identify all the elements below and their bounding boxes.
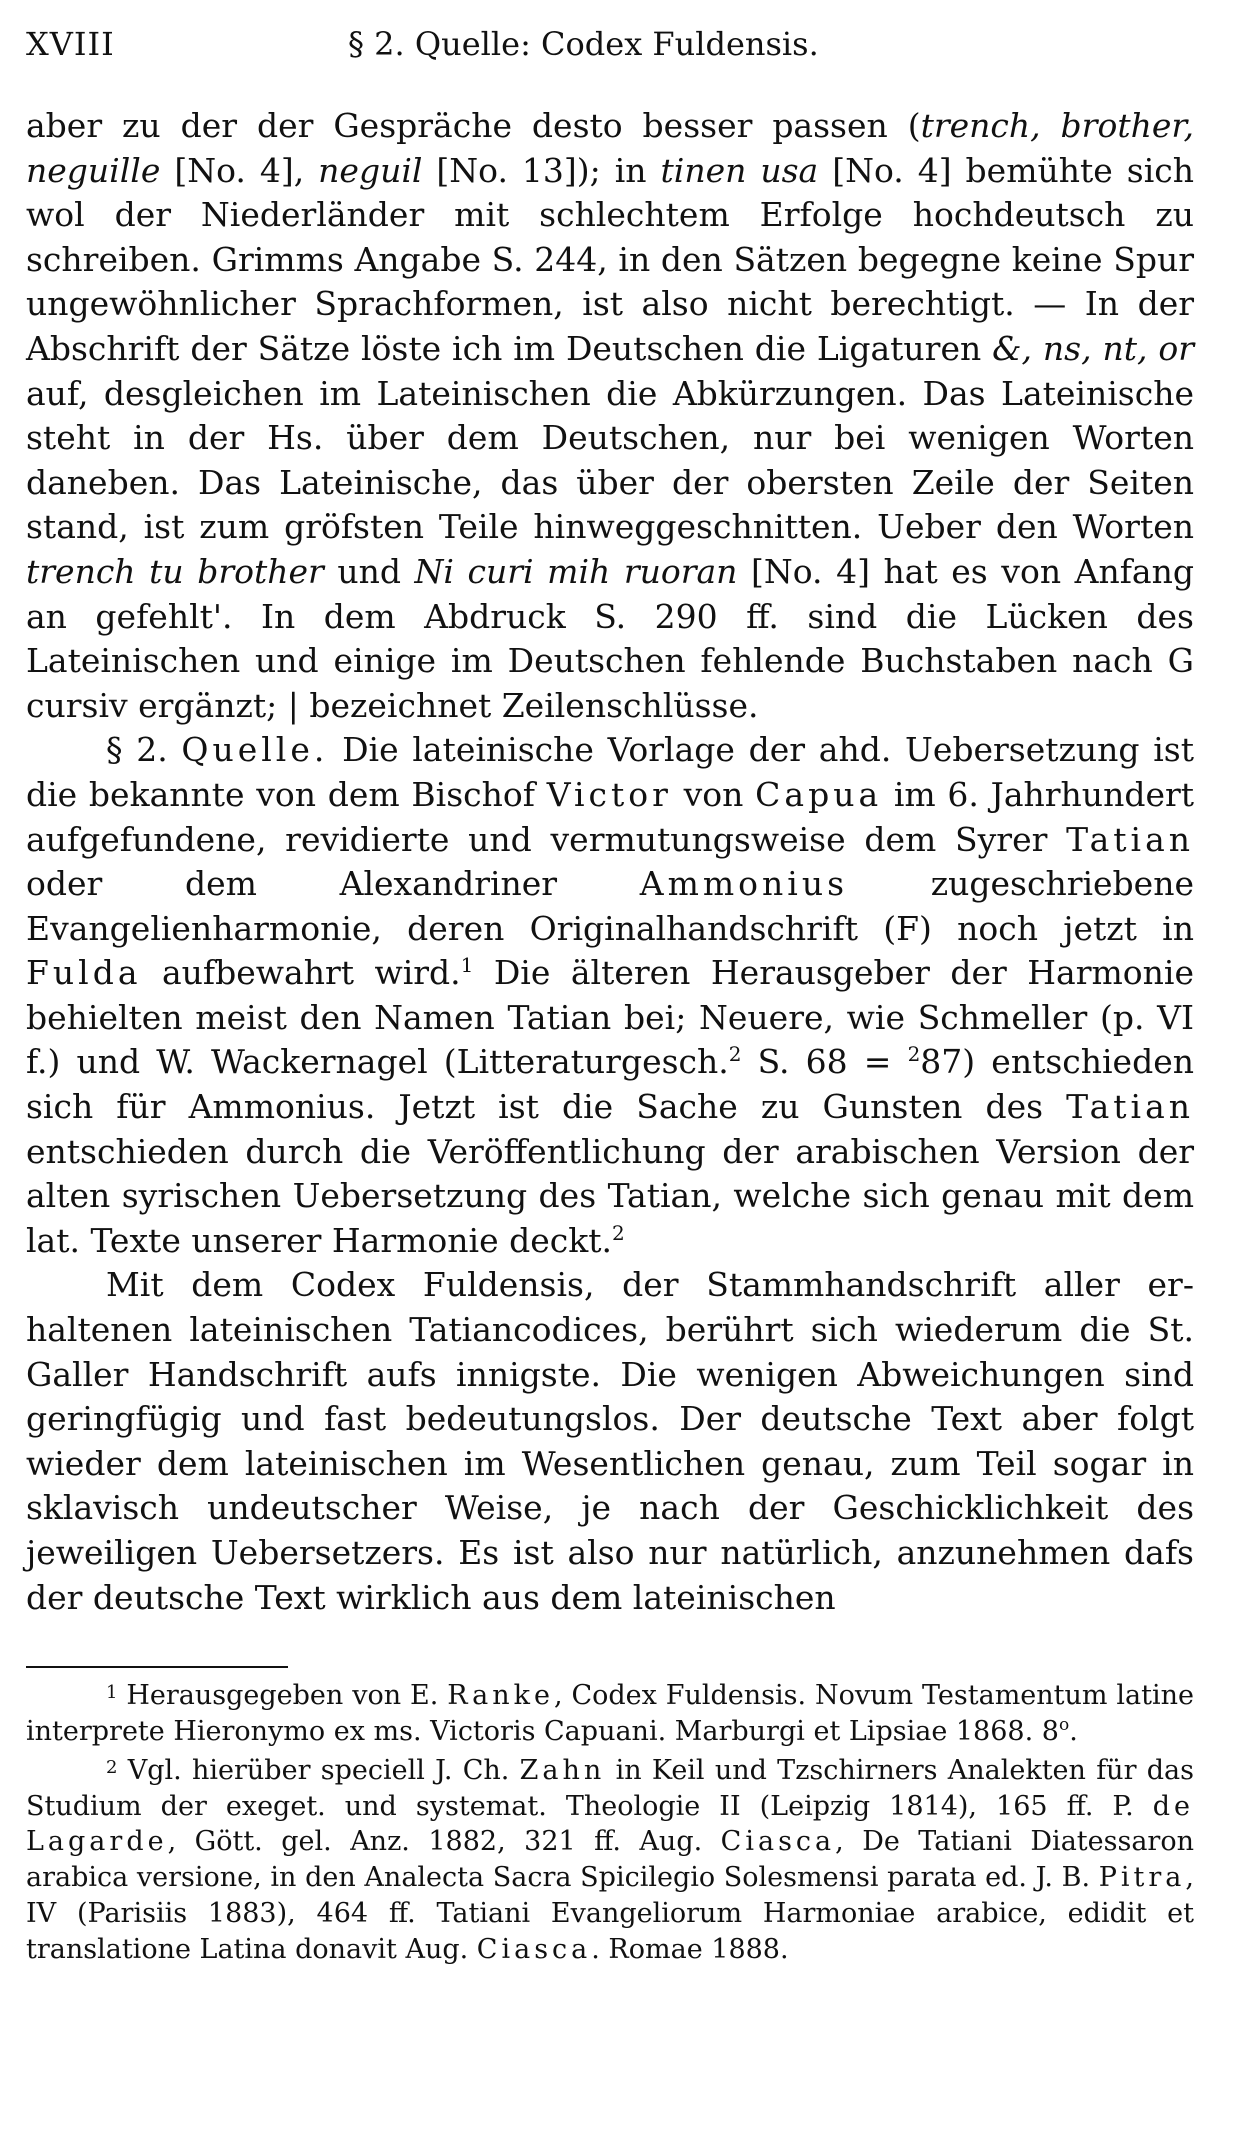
cited-word: neguil xyxy=(318,150,423,190)
running-title: § 2. Quelle: Codex Fuldensis. xyxy=(348,25,819,63)
spaced-name: Victor xyxy=(546,774,672,814)
text-run: von xyxy=(671,774,756,814)
spaced-name: Tatian xyxy=(1066,1087,1194,1127)
paragraph-continuation xyxy=(26,104,1194,728)
text-run: , De Tatiani Diatessaron arabica versione, in den Analecta Sacra Spicilegio Solesmensi parata ed. J. B. xyxy=(26,1826,1194,1894)
paragraph-quelle xyxy=(26,728,1194,1263)
footnote-mark: 2 xyxy=(106,1756,118,1778)
footnotes xyxy=(26,1678,1194,1967)
book-page xyxy=(26,18,1194,1968)
text-run: [No. 13]); in xyxy=(422,150,661,190)
text-run: und xyxy=(323,551,415,591)
format-superscript: o xyxy=(1058,1714,1070,1735)
footnote-2 xyxy=(26,1753,1194,1968)
spaced-name: Pitra xyxy=(1098,1862,1186,1894)
text-run: 87) entschieden sich für Ammonius. Jetzt ist die Sache zu Gunsten des xyxy=(26,1042,1194,1127)
spaced-name: Fulda xyxy=(26,953,142,993)
edition-superscript: 2 xyxy=(907,1042,921,1067)
cited-word: tinen usa xyxy=(660,150,819,190)
cited-word: trench, brother, neguille xyxy=(26,106,1195,190)
cited-word: trench tu brother xyxy=(26,551,324,591)
text-run: Die älteren Herausgeber der Harmonie behielten meist den Namen Tatian bei; Neuere, wie Schmeller (p. VI f.) und W. Wackernagel (Litteraturgesch. xyxy=(26,953,1194,1082)
spaced-name: Tatian xyxy=(1066,819,1194,859)
page-number: XVIII xyxy=(26,25,115,63)
text-run: aufbewahrt wird. xyxy=(141,953,461,993)
spaced-name: de Lagarde xyxy=(26,1790,1194,1858)
text-run: im 6. Jahrhundert aufgefundene, revidierte und vermutungsweise dem Syrer xyxy=(26,774,1195,859)
text-run: S. 68 = xyxy=(741,1042,908,1082)
spaced-name: Ranke xyxy=(447,1680,554,1712)
text-run: , Gött. gel. Anz. 1882, 321 ff. Aug. xyxy=(167,1826,721,1858)
text-run: zugeschriebene Evangelienharmonie, deren Originalhandschrift (F) noch jetzt in xyxy=(26,864,1194,948)
text-run: Herausgegeben von E. xyxy=(117,1680,448,1712)
spaced-name: Ciasca xyxy=(476,1933,592,1965)
text-run: , IV (Parisiis 1883), 464 ff. Tatiani Evangeliorum Harmoniae arabice, edidit et translatione Latina donavit Aug. xyxy=(26,1862,1194,1965)
text-run: in Keil und Tzschirners Analekten für das Studium der exeget. und systemat. Theologie II (Leipzig 1814), 165 ff. P. xyxy=(26,1754,1194,1822)
cited-word: Ni curi mih ruoran xyxy=(414,551,738,591)
spaced-name: Zahn xyxy=(519,1754,606,1786)
spaced-name: Capua xyxy=(755,774,883,814)
text-run: . xyxy=(1069,1715,1078,1747)
text-run: , Codex Fuldensis. Novum Testamentum latine interprete Hieronymo ex ms. Victoris Capuani. Marburgi et Lipsiae 1868. 8 xyxy=(26,1680,1194,1747)
main-text xyxy=(26,104,1194,1620)
footnote-1 xyxy=(26,1678,1194,1750)
footnote-ref[interactable]: 1 xyxy=(460,953,474,978)
paragraph-codex: Mit dem Codex Fuldensis, der Stammhandschrift aller erhaltenen lateinischen Tatiancodices, berührt sich wiederum die St. Galler Handschrift aufs innigste. Die wenigen Abweichungen sind geringfügig und fast bedeutungslos. Der deutsche Text aber folgt wieder dem lateinischen im Wesentlichen genau, zum Teil sogar in sklavisch undeutscher Weise, je nach der Geschicklichkeit des jeweiligen Uebersetzers. Es ist also nur natürlich, anzunehmen dafs der deutsche Text wirklich aus dem lateinischen xyxy=(26,1265,1194,1617)
spaced-name: Ciasca xyxy=(720,1826,836,1858)
text-run: entschieden durch die Veröffentlichung der arabischen Version der alten syrischen Uebersetzung des Tatian, welche sich genau mit dem lat. Texte unserer Harmonie deckt. xyxy=(26,1131,1194,1260)
footnote-ref[interactable]: 2 xyxy=(611,1220,625,1245)
edition-superscript: 2 xyxy=(728,1042,742,1067)
section-number: § 2. xyxy=(106,730,182,770)
text-run: auf, desgleichen im Lateinischen die Abkürzungen. Das Lateinische steht in der Hs. über dem Deutschen, nur bei wenigen Worten daneben. Das Lateinische, das über der obersten Zeile der Seiten stand, ist zum gröfsten Teile hinweggeschnitten. Ueber den Worten xyxy=(26,373,1194,547)
text-run: [No. 4] bemühte sich wol der Niederländer mit schlechtem Erfolge hochdeutsch zu schreiben. Grimms Angabe S. 244, in den Sätzen begegne keine Spur ungewöhnlicher Sprachformen, ist also nicht berechtigt. — In der Abschrift der Sätze löste ich im Deutschen die Ligaturen xyxy=(26,150,1194,368)
footnote-rule xyxy=(26,1666,288,1668)
text-run: aber zu der der Gespräche desto besser passen ( xyxy=(26,106,921,145)
footnote-mark: 1 xyxy=(106,1682,118,1704)
section-heading: Quelle. xyxy=(181,730,329,770)
page-header xyxy=(26,18,1194,70)
text-run: . Romae 1888. xyxy=(591,1933,789,1965)
text-run: [No. 4] hat es von Anfang an gefehlt'. In dem Abdruck S. 290 ff. sind die Lücken des Lateinischen und einige im Deutschen fehlende Buchstaben nach G cursiv ergänzt; | bezeichnet Zeilenschlüsse. xyxy=(26,551,1194,725)
text-run: [No. 4], xyxy=(160,150,319,190)
cited-word: &, ns, nt, or xyxy=(992,328,1194,368)
text-run: Vgl. hierüber speciell J. Ch. xyxy=(117,1754,520,1786)
spaced-name: Ammonius xyxy=(639,864,849,904)
text-run: oder dem Alexandriner xyxy=(26,864,640,904)
text-run: Die lateinische Vorlage der ahd. Uebersetzung ist die bekannte von dem Bischof xyxy=(26,730,1194,814)
